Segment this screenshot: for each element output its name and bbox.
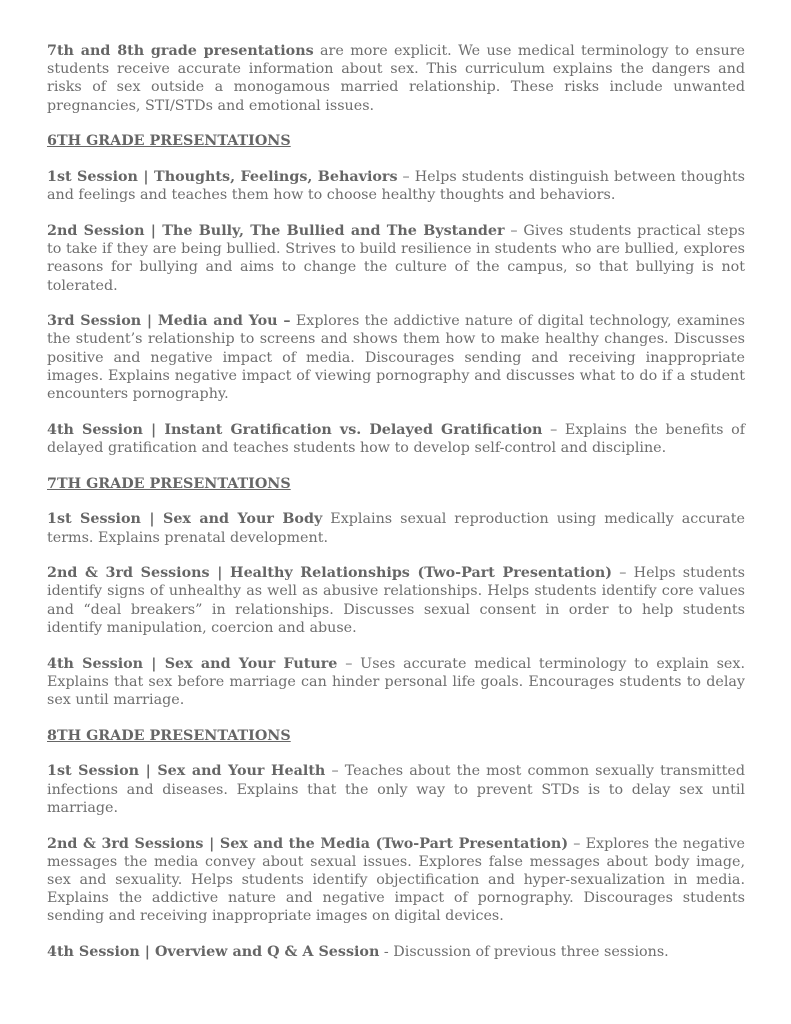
session-title: 1st Session | Sex and Your Health [47,763,326,780]
session-title: 4th Session | Instant Gratification vs. Delayed Gratification [47,421,543,438]
session-title: 3rd Session | Media and You – [47,313,291,330]
intro-text: are more explicit. We use medical terminology to ensure students receive accurate information about sex. This curriculum explains the dangers and risks of sex outside a monogamous married relationship. These risks include unwanted pregnancies, STI/STDs and emotional issues. [47,43,746,114]
session-title: 4th Session | Overview and Q & A Session [47,944,380,961]
section-heading-8th-grade: 8TH GRADE PRESENTATIONS [47,727,291,744]
session-paragraph [47,564,745,637]
session-description: – Explores the negative messages the media convey about sexual issues. Explores false messages about body image, sex and sexuality. Helps students identify objectification and hyper-sexualization in media. Explains the addictive nature and negative impact of pornography. Discourages students sending and receiving inappropriate images on digital devices. [47,835,746,925]
session-title: 1st Session | Sex and Your Body [47,511,323,528]
session-title: 4th Session | Sex and Your Future [47,655,338,672]
session-description: – Explains the benefits of delayed gratification and teaches students how to develop self-control and discipline. [47,421,746,456]
section-heading-6th-grade: 6TH GRADE PRESENTATIONS [47,133,291,150]
session-paragraph [47,222,745,295]
session-paragraph [47,421,745,457]
session-description: - Discussion of previous three sessions. [379,944,669,961]
session-description: – Gives students practical steps to take if they are being bullied. Strives to build resilience in students who are bullied, explores reasons for bullying and aims to change the culture of the campus, so that bullying is not tolerated. [47,222,745,294]
session-title: 2nd & 3rd Sessions | Sex and the Media (Two-Part Presentation) [47,835,569,852]
session-paragraph [47,655,745,710]
session-description: – Helps students identify signs of unhealthy as well as abusive relationships. Helps students identify core values and “deal breakers” in relationships. Discusses sexual consent in order to help students identify manipulation, coercion and abuse. [47,565,746,636]
session-paragraph [47,762,745,817]
intro-paragraph [47,42,745,115]
session-description: – Helps students distinguish between thoughts and feelings and teaches them how to choose healthy thoughts and behaviors. [47,169,745,204]
session-title: 1st Session | Thoughts, Feelings, Behaviors [47,169,398,186]
session-description: Explains sexual reproduction using medically accurate terms. Explains prenatal development. [47,511,745,546]
intro-lead: 7th and 8th grade presentations [47,43,314,59]
session-paragraph [47,943,745,961]
session-description: – Teaches about the most common sexually transmitted infections and diseases. Explains that the only way to prevent STDs is to delay sex until marriage. [47,763,745,816]
session-title: 2nd Session | The Bully, The Bullied and The Bystander [47,222,505,239]
session-paragraph [47,835,745,926]
session-title: 2nd & 3rd Sessions | Healthy Relationships (Two-Part Presentation) [47,565,613,582]
session-paragraph [47,312,745,403]
session-paragraph [47,168,745,204]
session-paragraph [47,510,745,546]
section-heading-7th-grade: 7TH GRADE PRESENTATIONS [47,475,291,492]
session-description: Explores the addictive nature of digital technology, examines the student’s relationship to screens and shows them how to make healthy changes. Discusses positive and negative impact of media. Discourages sending and receiving inappropriate images. Explains negative impact of viewing pornography and discusses what to do if a student encounters pornography. [47,313,746,403]
document-page [47,42,745,979]
session-description: – Uses accurate medical terminology to explain sex. Explains that sex before marriage can hinder personal life goals. Encourages students to delay sex until marriage. [47,655,745,708]
